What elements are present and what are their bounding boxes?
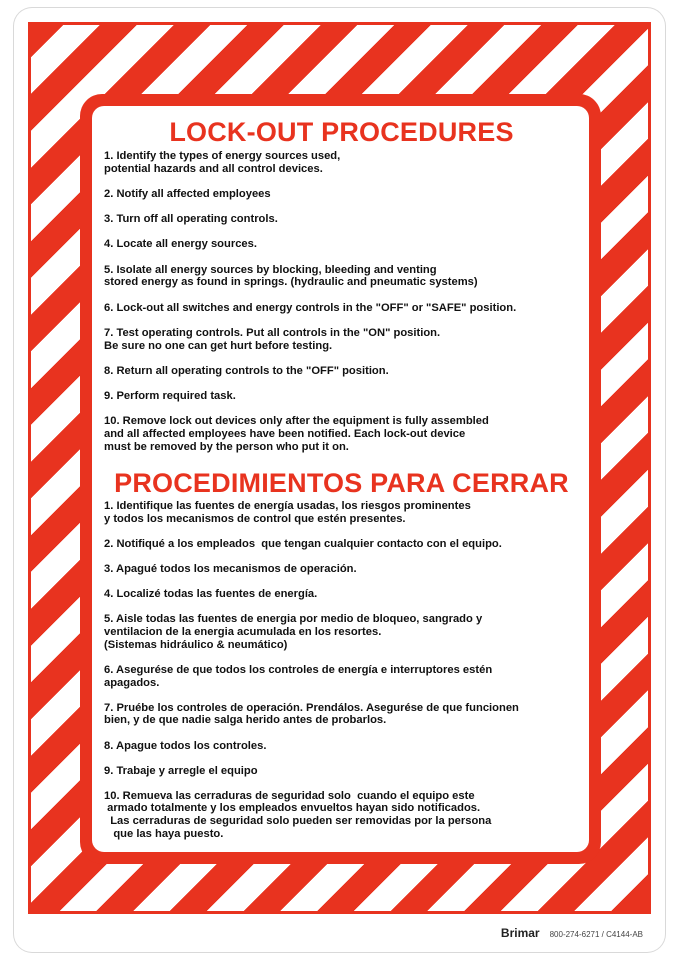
english-step-1: 1. Identify the types of energy sources used, potential hazards and all control devices. (104, 150, 341, 175)
spanish-step-3: 3. Apagué todos los mecanismos de operación. (104, 562, 357, 575)
english-step-9: 9. Perform required task. (104, 389, 236, 402)
spanish-title: PROCEDIMIENTOS PARA CERRAR (114, 467, 569, 498)
brand-footer (501, 926, 643, 940)
english-step-10: 10. Remove lock out devices only after the equipment is fully assembled and all affected employees have been notified. Each lock-out device must be removed by the person who put it on. (104, 415, 489, 453)
english-title: LOCK-OUT PROCEDURES (169, 117, 514, 147)
spanish-step-6: 6. Asegurése de que todos los controles de energía e interruptores estén apagados. (104, 663, 493, 689)
brand-logo: Brimar (500, 926, 540, 940)
lockout-sign (14, 8, 665, 952)
english-steps (104, 150, 579, 453)
english-step-7: 7. Test operating controls. Put all controls in the "ON" position. Be sure no one can get hurt before testing. (104, 326, 441, 352)
english-step-4: 4. Locate all energy sources. (104, 238, 257, 251)
spanish-step-2: 2. Notifiqué a los empleados que tengan cualquier contacto con el equipo. (104, 537, 502, 550)
english-step-2: 2. Notify all affected employees (104, 187, 271, 200)
spanish-steps (104, 500, 579, 841)
content-panel-frame (80, 94, 601, 864)
english-step-5: 5. Isolate all energy sources by blocking, bleeding and venting stored energy as found in springs. (hydraulic and pneumatic systems) (104, 263, 478, 289)
product-code: 800-274-6271 / C4144-AB (549, 930, 643, 939)
english-step-8: 8. Return all operating controls to the "OFF" position. (104, 364, 389, 377)
english-step-6: 6. Lock-out all switches and energy controls in the "OFF" or "SAFE" position. (104, 301, 517, 314)
content-panel (92, 106, 589, 852)
spanish-step-10: 10. Remueva las cerraduras de seguridad solo cuando el equipo este armado totalmente y los empleados envueltos hayan sido notificados. Las cerraduras de seguridad solo pueden ser removidas por la persona que las haya puesto. (104, 789, 492, 841)
english-step-3: 3. Turn off all operating controls. (104, 213, 278, 226)
spanish-step-5: 5. Aisle todas las fuentes de energia por medio de bloqueo, sangrado y ventilacion de la energia acumulada en los resortes. (Sistemas hidráulico & neumático) (104, 613, 483, 651)
spanish-step-9: 9. Trabaje y arregle el equipo (104, 764, 258, 777)
spanish-step-1: 1. Identifique las fuentes de energía usadas, los riesgos prominentes y todos los mecanismos de control que estén presentes. (104, 499, 471, 525)
spanish-step-7: 7. Pruébe los controles de operación. Prendálos. Asegurése de que funcionen bien, y de que nadie salga herido antes de probarlos. (104, 701, 519, 727)
spanish-step-4: 4. Localizé todas las fuentes de energía. (104, 587, 318, 600)
spanish-step-8: 8. Apague todos los controles. (104, 739, 267, 752)
